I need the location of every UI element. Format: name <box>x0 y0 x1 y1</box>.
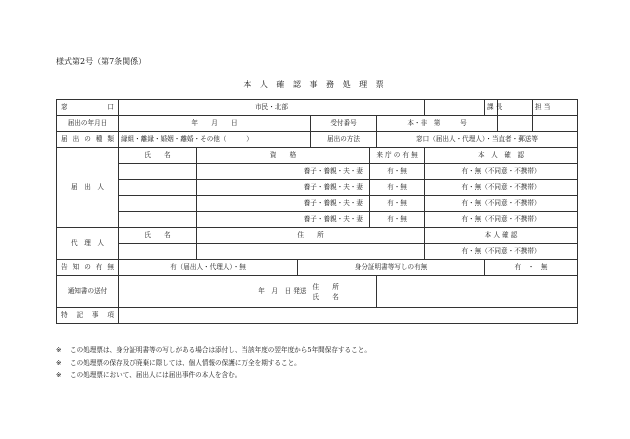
filing-type-row <box>57 132 578 148</box>
sent-row <box>57 276 578 308</box>
filer-visit[interactable]: 有・無 <box>370 164 425 180</box>
agent-name-header: 氏 名 <box>119 228 197 244</box>
agent-confirm[interactable]: 有・無（不同意・不携帯） <box>425 244 578 260</box>
filer-visit[interactable]: 有・無 <box>370 180 425 196</box>
window-label: 窓 口 <box>57 100 119 116</box>
window-blank <box>425 100 485 116</box>
sent-name-label: 氏 名 <box>312 292 339 301</box>
staff-stamp-cell[interactable] <box>533 100 578 116</box>
filer-row <box>57 196 578 212</box>
special-row <box>57 308 578 324</box>
filer-name-cell[interactable] <box>119 212 197 228</box>
filer-visit-header: 来 庁 の 有 無 <box>370 148 425 164</box>
filer-confirm[interactable]: 有・無（不同意・不携帯） <box>425 212 578 228</box>
filing-date-value[interactable]: 年 月 日 <box>119 116 311 132</box>
sent-extra-cell[interactable] <box>377 276 578 308</box>
filer-label: 届 出 人 <box>57 148 119 228</box>
sent-address-label: 住 所 <box>312 282 339 291</box>
filer-confirm[interactable]: 有・無（不同意・不携帯） <box>425 164 578 180</box>
footnote-text: この処理票は、身分証明書等の写しがある場合は添付し、当該年度の翌年度から5年間保存すること。 <box>70 346 371 354</box>
footnote-mark: ※ <box>56 371 62 379</box>
agent-confirm-header: 本 人 確 認 <box>425 228 578 244</box>
filer-confirm[interactable]: 有・無（不同意・不携帯） <box>425 180 578 196</box>
window-row <box>57 100 578 116</box>
footnote-mark: ※ <box>56 358 62 367</box>
form-number: 様式第2号（第7条関係） <box>56 57 147 66</box>
filer-qualification[interactable]: 養子・養親・夫・妻 <box>197 196 370 212</box>
filing-type-value[interactable]: 縁組・離縁・婚姻・離婚・その他（ ） <box>119 132 311 148</box>
footnote <box>56 369 371 382</box>
filer-visit[interactable]: 有・無 <box>370 196 425 212</box>
agent-address-cell[interactable] <box>197 244 425 260</box>
filer-row <box>57 164 578 180</box>
footnote-text: この処理票において、届出人には届出事件の本人を含む。 <box>70 371 242 379</box>
filer-visit[interactable]: 有・無 <box>370 212 425 228</box>
filer-qualification[interactable]: 養子・養親・夫・妻 <box>197 164 370 180</box>
receipt-number-value[interactable]: 本・非 第 号 <box>377 116 498 132</box>
filer-confirm-header: 本 人 確 認 <box>425 148 578 164</box>
id-copy-value[interactable]: 有 ・ 無 <box>485 260 578 276</box>
filing-type-label: 届出の種類 <box>57 132 119 148</box>
footnote-text: この処理票の保存及び廃棄に際しては、個人情報の保護に万全を期すること。 <box>70 358 301 367</box>
date-row-blank <box>498 116 533 132</box>
footnote-mark: ※ <box>56 346 62 354</box>
window-value: 市民・北部 <box>119 100 425 116</box>
notice-value[interactable]: 有（届出人・代理人）・無 <box>119 260 298 276</box>
date-row <box>57 116 578 132</box>
id-copy-label: 身分証明書等写しの有無 <box>298 260 485 276</box>
filer-name-cell[interactable] <box>119 196 197 212</box>
footnotes <box>56 344 371 382</box>
processing-form-table <box>56 99 578 324</box>
page-title: 本 人 確 認 事 務 処 理 票 <box>243 80 387 89</box>
filer-qualification[interactable]: 養子・養親・夫・妻 <box>197 212 370 228</box>
filing-method-label: 届出の方法 <box>311 132 377 148</box>
filing-method-value[interactable]: 窓口（届出人・代理人）・当直者・郵送等 <box>377 132 578 148</box>
agent-row <box>57 244 578 260</box>
agent-address-header: 住 所 <box>197 228 425 244</box>
filer-qualification-header: 資 格 <box>197 148 370 164</box>
filer-row <box>57 180 578 196</box>
staff-label: 担 当 <box>535 103 551 112</box>
special-notes-value[interactable] <box>119 308 578 324</box>
special-notes-label: 特記事項 <box>57 308 119 324</box>
sent-label: 通知書の送付 <box>57 276 119 308</box>
agent-name-cell[interactable] <box>119 244 197 260</box>
sent-address-lines <box>313 282 339 302</box>
sent-address-block[interactable] <box>311 276 377 308</box>
notice-row <box>57 260 578 276</box>
filer-row <box>57 212 578 228</box>
notice-label: 告知の有無 <box>57 260 119 276</box>
agent-label: 代 理 人 <box>57 228 119 260</box>
filer-header-row <box>57 148 578 164</box>
section-chief-stamp[interactable] <box>498 100 533 116</box>
filer-name-cell[interactable] <box>119 180 197 196</box>
filer-confirm[interactable]: 有・無（不同意・不携帯） <box>425 196 578 212</box>
sent-date[interactable]: 年 月 日 発送 <box>119 276 311 308</box>
filer-name-cell[interactable] <box>119 164 197 180</box>
filing-date-label: 届出の年月日 <box>57 116 119 132</box>
date-row-blank-2 <box>533 116 578 132</box>
section-chief-label: 課 長 <box>485 100 498 116</box>
filer-name-header: 氏 名 <box>119 148 197 164</box>
receipt-number-label: 受付番号 <box>311 116 377 132</box>
footnote <box>56 344 371 357</box>
agent-header-row <box>57 228 578 244</box>
filer-qualification[interactable]: 養子・養親・夫・妻 <box>197 180 370 196</box>
footnote <box>56 357 371 370</box>
